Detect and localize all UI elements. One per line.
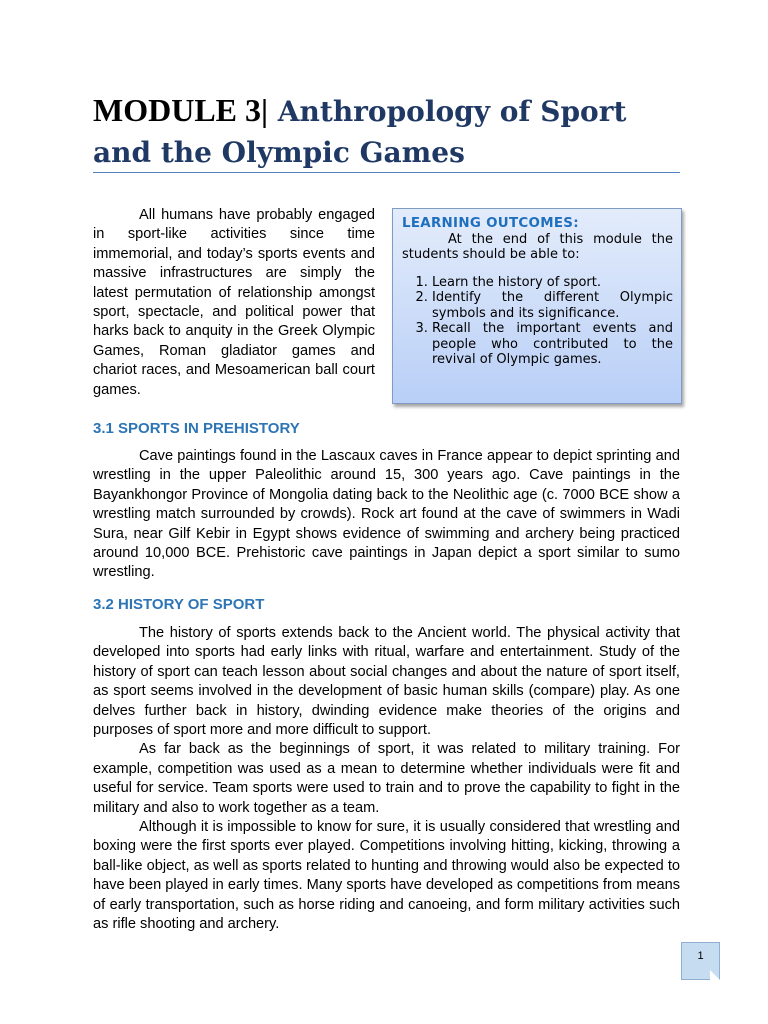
- list-item: 3. Recall the important events and people who contributed to the revival of Olympic games.: [432, 321, 673, 368]
- section-body-history: [93, 624, 680, 935]
- section-body-prehistory: [93, 447, 680, 583]
- title-divider: [93, 172, 680, 173]
- paragraph: The history of sports extends back to the Ancient world. The physical activity that developed into sports had early links with ritual, warfare and entertainment. Study of the history of sport can teach lesson about social changes and about the nature of sport itself, as sport seems involved in the development of basic human skills (compare) play. As one delves further back in history, dwinding evidence make theories of the origins and purposes of sport more and more difficult to support.: [93, 625, 680, 739]
- paragraph: Cave paintings found in the Lascaux caves in France appear to depict sprinting and wrestling in the upper Paleolithic around 15, 300 years ago. Cave paintings in the Bayankhongor Province of Mongolia dating back to the Neolithic age (c. 7000 BCE show a wrestling match surrounded by crowds). Rock art found at the cave of swimmers in Wadi Sura, near Gilf Kebir in Egypt shows evidence of swimming and archery being practiced around 10,000 BCE. Prehistoric cave paintings in Japan depict a sport similar to sumo wrestling.: [93, 448, 680, 581]
- learning-outcomes-lead: At the end of this module the students should be able to:: [402, 231, 673, 262]
- learning-outcomes-list: [402, 275, 673, 368]
- paragraph: As far back as the beginnings of sport, it was related to military training. For example, competition was used as a mean to determine whether individuals were fit and useful for service. Team sports were used to train and to prove the capability to fight in the military and also to work together as a team.: [93, 741, 680, 816]
- module-title: Anthropology of Sport and the Olympic Games: [93, 95, 627, 169]
- section-heading-history: 3.2 HISTORY OF SPORT: [93, 596, 265, 613]
- learning-outcomes-heading: LEARNING OUTCOMES:: [402, 216, 579, 231]
- section-heading-prehistory: 3.1 SPORTS IN PREHISTORY: [93, 420, 300, 437]
- page-number-badge: [681, 942, 720, 980]
- intro-paragraph: All humans have probably engaged in sport-like activities since time immemorial, and today’s sports events and massive infrastructures are simply the latest permutation of relationship amongst sport, spectacle, and political power that harks back to anquity in the Greek Olympic Games, Roman gladiator games and chariot races, and Mesoamerican ball court games.: [93, 207, 375, 398]
- module-label: MODULE 3|: [93, 92, 269, 128]
- learning-outcomes-box: [392, 208, 682, 404]
- list-item: 2. Identify the different Olympic symbols and its significance.: [432, 290, 673, 321]
- paragraph: Although it is impossible to know for sure, it is usually considered that wrestling and boxing were the first sports ever played. Competitions involving hitting, kicking, throwing a ball-like object, as well as sports related to hunting and throwing would also be expected to have been played in early times. Many sports have developed as competitions from means of early transportation, such as horse riding and canoeing, and form military activities such as rifle shooting and archery.: [93, 819, 680, 933]
- page-title: [93, 90, 683, 173]
- list-item: 1. Learn the history of sport.: [432, 275, 673, 291]
- page-number: 1: [697, 950, 704, 962]
